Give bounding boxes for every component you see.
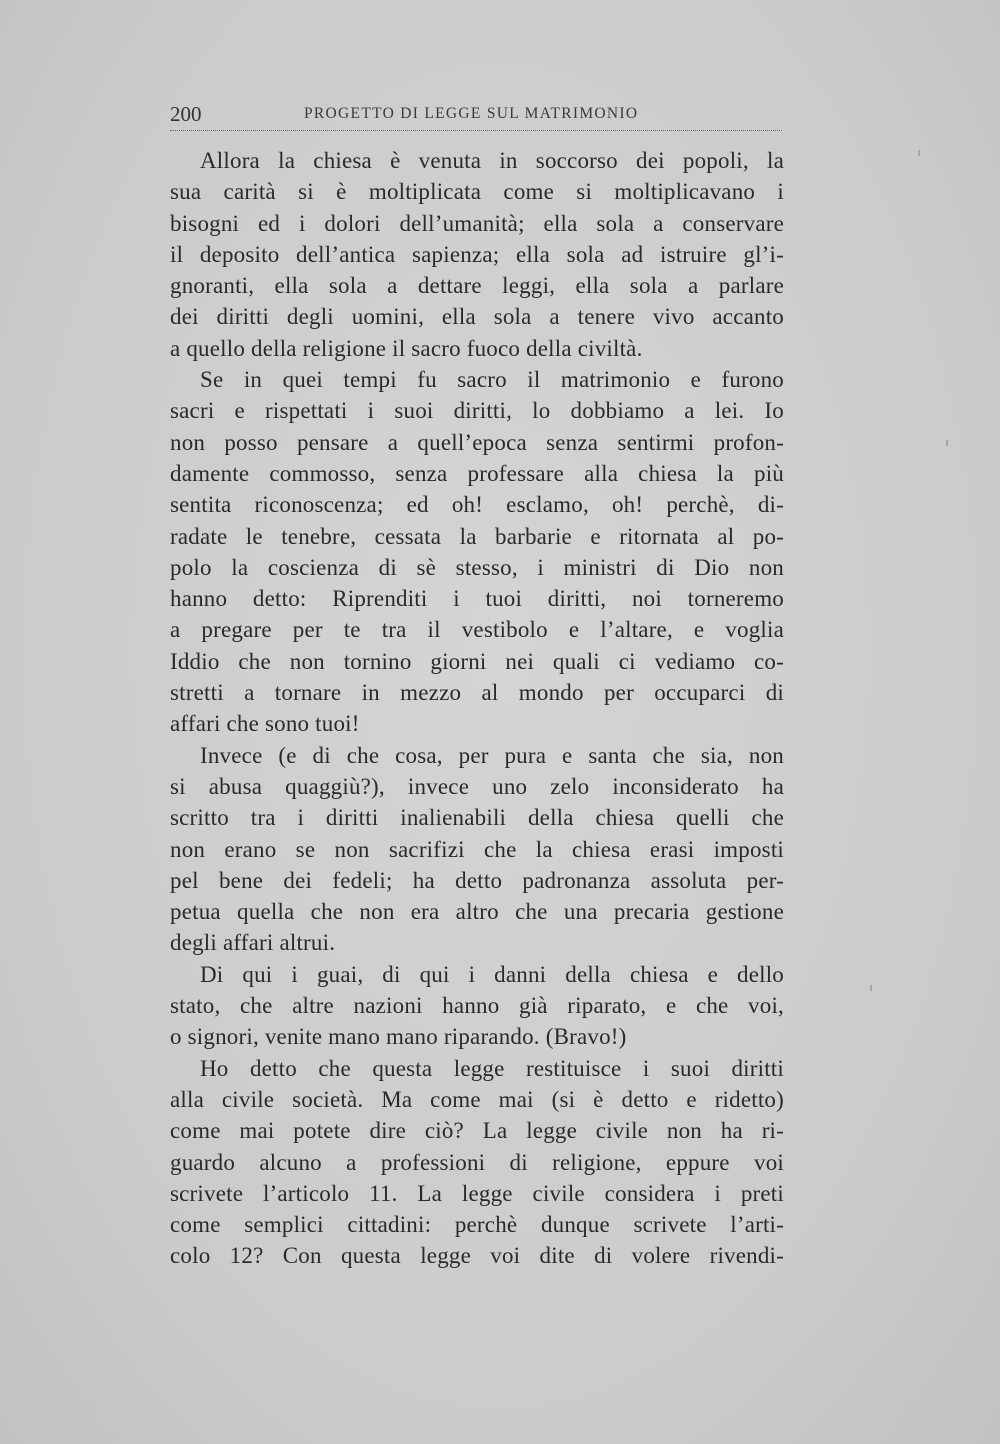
paper-speck	[946, 440, 948, 446]
text-line: alla civile società. Ma come mai (si è detto e ridetto)	[170, 1086, 784, 1112]
page-number: 200	[170, 102, 202, 126]
text-line: non posso pensare a quell’epoca senza sentirmi profon-	[170, 429, 784, 455]
text-line: non erano se non sacrifizi che la chiesa erasi imposti	[170, 836, 784, 862]
running-title: PROGETTO DI LEGGE SUL MATRIMONIO	[304, 105, 639, 122]
paragraph-5	[170, 1053, 784, 1272]
paper-speck	[918, 150, 920, 156]
text-line: guardo alcuno a professioni di religione, eppure voi	[170, 1149, 784, 1175]
text-line: a quello della religione il sacro fuoco della civiltà.	[170, 335, 643, 361]
text-line: scrivete l’articolo 11. La legge civile considera i preti	[170, 1180, 784, 1206]
text-line: Iddio che non tornino giorni nei quali ci vediamo co-	[170, 648, 784, 674]
text-line: degli affari altrui.	[170, 930, 336, 956]
text-line: damente commosso, senza professare alla chiesa la più	[170, 460, 784, 486]
text-line: sentita riconoscenza; ed oh! esclamo, oh! perchè, di-	[170, 492, 784, 518]
text-line: o signori, venite mano mano riparando. (Bravo!)	[170, 1024, 627, 1050]
text-line: affari che sono tuoi!	[170, 711, 360, 737]
text-line: stato, che altre nazioni hanno già riparato, e che voi,	[170, 993, 784, 1019]
body-text	[170, 145, 784, 1272]
text-line: radate le tenebre, cessata la barbarie e ritornata al po-	[170, 523, 784, 549]
text-line: come semplici cittadini: perchè dunque scrivete l’arti-	[170, 1212, 784, 1238]
text-line: Ho detto che questa legge restituisce i suoi diritti	[200, 1055, 784, 1081]
text-line: si abusa quaggiù?), invece uno zelo inconsiderato ha	[170, 773, 784, 799]
text-line: colo 12? Con questa legge voi dite di volere rivendi-	[170, 1243, 784, 1269]
text-line: gnoranti, ella sola a dettare leggi, ella sola a parlare	[170, 273, 784, 299]
text-line: sua carità si è moltiplicata come si moltiplicavano i	[170, 179, 784, 205]
text-line: scritto tra i diritti inalienabili della chiesa quelli che	[170, 805, 784, 831]
text-line: bisogni ed i dolori dell’umanità; ella sola a conservare	[170, 210, 784, 236]
paragraph-2	[170, 364, 784, 740]
text-line: stretti a tornare in mezzo al mondo per occuparci di	[170, 680, 784, 706]
text-line: come mai potete dire ciò? La legge civile non ha ri-	[170, 1118, 784, 1144]
text-line: sacri e rispettati i suoi diritti, lo dobbiamo a lei. Io	[170, 398, 784, 424]
text-line: Allora la chiesa è venuta in soccorso dei popoli, la	[200, 148, 784, 173]
text-line: a pregare per te tra il vestibolo e l’altare, e voglia	[170, 617, 784, 643]
text-line: Se in quei tempi fu sacro il matrimonio e furono	[200, 367, 784, 393]
paragraph-3	[170, 740, 784, 959]
text-line: hanno detto: Riprenditi i tuoi diritti, noi torneremo	[170, 586, 784, 612]
text-line: Invece (e di che cosa, per pura e santa che sia, non	[200, 742, 784, 768]
paragraph-4	[170, 959, 784, 1053]
paragraph-1	[170, 145, 784, 364]
text-line: pel bene dei fedeli; ha detto padronanza assoluta per-	[170, 867, 784, 893]
text-line: petua quella che non era altro che una precaria gestione	[170, 899, 784, 925]
text-line: dei diritti degli uomini, ella sola a tenere vivo accanto	[170, 304, 784, 330]
paper-speck	[870, 985, 872, 991]
text-line: Di qui i guai, di qui i danni della chiesa e dello	[200, 961, 784, 987]
running-head	[170, 100, 782, 131]
text-line: polo la coscienza di sè stesso, i ministri di Dio non	[170, 554, 784, 580]
text-line: il deposito dell’antica sapienza; ella sola ad istruire gl’i-	[170, 241, 784, 267]
